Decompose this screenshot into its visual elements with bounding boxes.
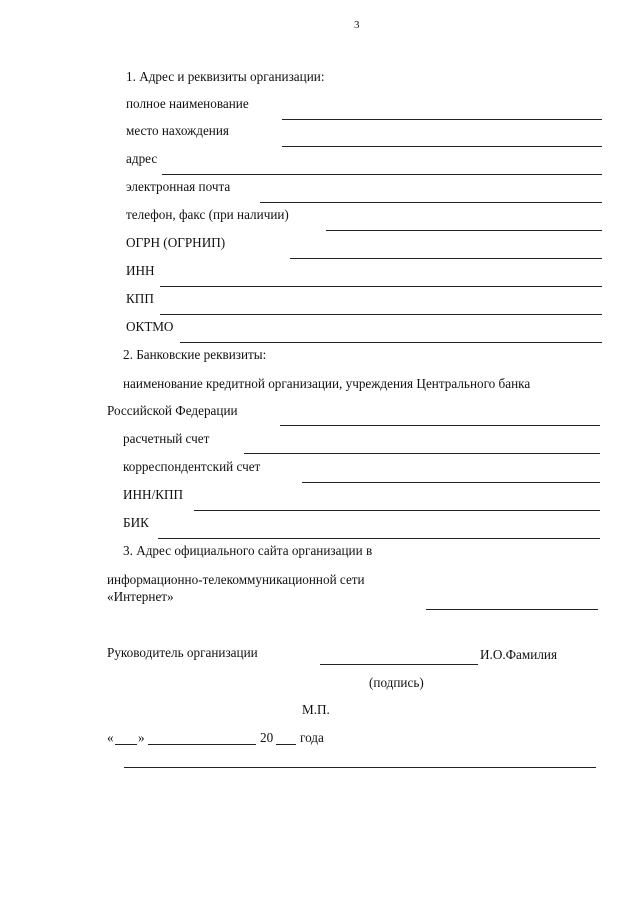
label-bank-name-line1: наименование кредитной организации, учреждения Центрального банка	[123, 376, 531, 391]
date-day-field-line[interactable]	[115, 744, 137, 745]
full-name-field-line[interactable]	[282, 119, 602, 120]
label-ogrn: ОГРН (ОГРНИП)	[126, 235, 226, 250]
label-bik: БИК	[123, 515, 149, 530]
settlement-account-field-line[interactable]	[244, 453, 600, 454]
label-full-name: полное наименование	[126, 96, 249, 111]
label-inn: ИНН	[126, 263, 155, 278]
label-email: электронная почта	[126, 179, 231, 194]
date-open-quote: «	[107, 730, 114, 745]
label-settlement-account: расчетный счет	[123, 431, 210, 446]
email-field-line[interactable]	[260, 202, 602, 203]
bottom-divider-line	[124, 767, 596, 768]
correspondent-account-field-line[interactable]	[302, 482, 600, 483]
label-address: адрес	[126, 151, 158, 166]
label-oktmo: ОКТМО	[126, 319, 174, 334]
inn-field-line[interactable]	[160, 286, 602, 287]
date-year-prefix: 20	[260, 730, 274, 745]
signature-field-line[interactable]	[320, 664, 478, 665]
stamp-label: М.П.	[302, 702, 330, 717]
label-phone-fax: телефон, факс (при наличии)	[126, 207, 289, 222]
label-correspondent-account: корреспондентский счет	[123, 459, 261, 474]
section3-heading: 3. Адрес официального сайта организации в	[123, 543, 373, 558]
date-year-suffix: года	[300, 730, 324, 745]
kpp-field-line[interactable]	[160, 314, 602, 315]
bik-field-line[interactable]	[158, 538, 600, 539]
location-field-line[interactable]	[282, 146, 602, 147]
website-field-line[interactable]	[426, 609, 598, 610]
date-year-field-line[interactable]	[276, 744, 296, 745]
phone-fax-field-line[interactable]	[326, 230, 602, 231]
ogrn-field-line[interactable]	[290, 258, 602, 259]
signature-caption: (подпись)	[369, 675, 424, 690]
section1-heading: 1. Адрес и реквизиты организации:	[126, 69, 325, 84]
address-field-line[interactable]	[162, 174, 602, 175]
section3-line3: «Интернет»	[107, 589, 174, 604]
head-name: И.О.Фамилия	[480, 647, 558, 662]
oktmo-field-line[interactable]	[180, 342, 602, 343]
label-location: место нахождения	[126, 123, 229, 138]
label-kpp: КПП	[126, 291, 154, 306]
bank-name-field-line[interactable]	[280, 425, 600, 426]
section2-heading: 2. Банковские реквизиты:	[123, 347, 267, 362]
head-of-organization-label: Руководитель организации	[107, 645, 258, 660]
page-number: 3	[354, 19, 360, 31]
label-inn-kpp: ИНН/КПП	[123, 487, 184, 502]
inn-kpp-field-line[interactable]	[194, 510, 600, 511]
label-bank-name-line2: Российской Федерации	[107, 403, 238, 418]
date-month-field-line[interactable]	[148, 744, 256, 745]
date-close-quote: »	[138, 730, 145, 745]
section3-line2: информационно-телекоммуникационной сети	[107, 572, 365, 587]
